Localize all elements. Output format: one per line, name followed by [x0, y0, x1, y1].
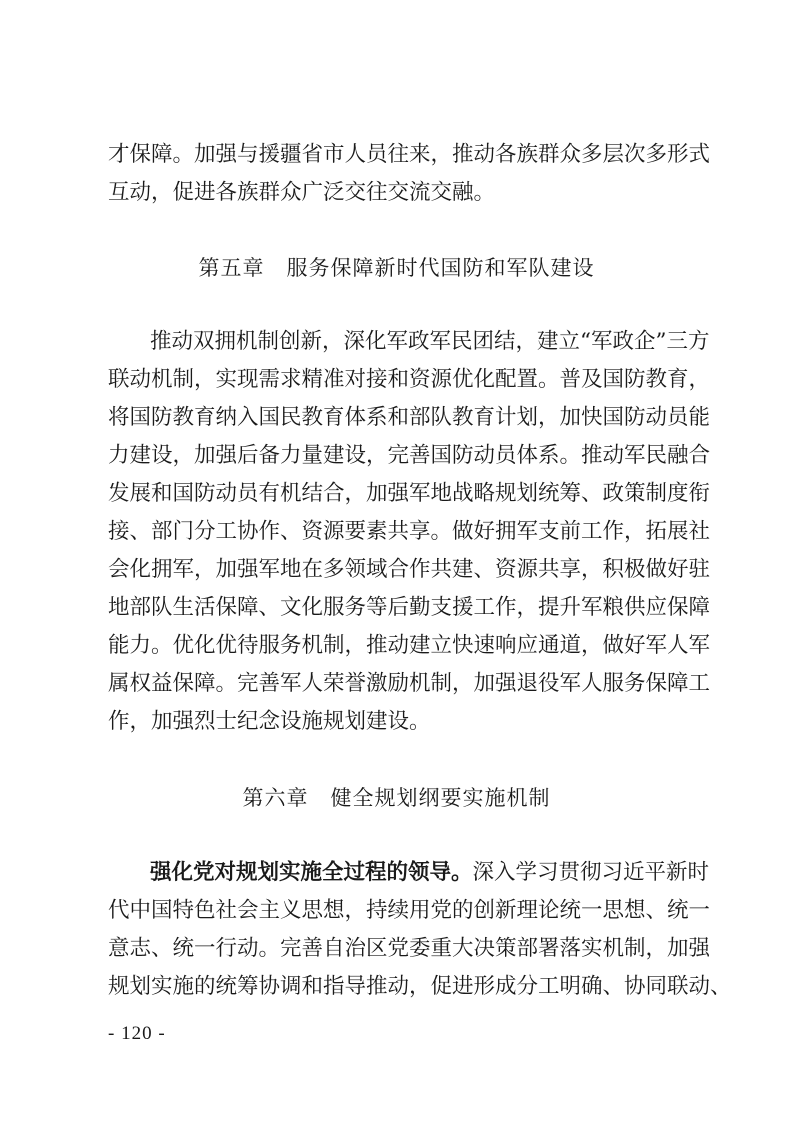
paragraph-line: 互动，促进各族群众广泛交往交流交融。 — [108, 180, 496, 205]
paragraph-line: 意志、统一行动。完善自治区党委重大决策部署落实机制，加强 — [108, 936, 711, 961]
paragraph-line: 属权益保障。完善军人荣誉激励机制，加强退役军人服务保障工 — [108, 671, 711, 696]
chapter-heading: 第六章 健全规划纲要实施机制 — [242, 786, 551, 810]
paragraph-line — [150, 858, 710, 888]
paragraph-line: 联动机制，实现需求精准对接和资源优化配置。普及国防教育， — [108, 367, 711, 392]
paragraph-line: 代中国特色社会主义思想，持续用党的创新理论统一思想、统一 — [108, 898, 711, 923]
paragraph-line: 才保障。加强与援疆省市人员往来，推动各族群众多层次多形式 — [108, 142, 711, 167]
paragraph-line: 推动双拥机制创新，深化军政军民团结，建立“军政企”三方 — [150, 329, 710, 354]
paragraph-line: 接、部门分工协作、资源要素共享。做好拥军支前工作，拓展社 — [108, 519, 711, 544]
paragraph-line: 规划实施的统筹协调和指导推动，促进形成分工明确、协同联动、 — [108, 974, 732, 999]
paragraph-line: 作，加强烈士纪念设施规划建设。 — [108, 709, 431, 734]
paragraph-line: 能力。优化优待服务机制，推动建立快速响应通道，做好军人军 — [108, 633, 711, 658]
paragraph-line: 会化拥军，加强军地在多领域合作共建、资源共享，积极做好驻 — [108, 557, 711, 582]
paragraph-line: 发展和国防动员有机结合，加强军地战略规划统筹、政策制度衔 — [108, 481, 711, 506]
paragraph-line-rest: 深入学习贯彻习近平新时 — [472, 860, 710, 885]
paragraph-lead-bold: 强化党对规划实施全过程的领导。 — [150, 860, 473, 885]
paragraph-line: 地部队生活保障、文化服务等后勤支援工作，提升军粮供应保障 — [108, 595, 711, 620]
page-number: - 120 - — [108, 1023, 166, 1044]
paragraph-line: 将国防教育纳入国民教育体系和部队教育计划，加快国防动员能 — [108, 405, 711, 430]
chapter-heading: 第五章 服务保障新时代国防和军队建设 — [198, 256, 595, 280]
paragraph-line: 力建设，加强后备力量建设，完善国防动员体系。推动军民融合 — [108, 443, 711, 468]
